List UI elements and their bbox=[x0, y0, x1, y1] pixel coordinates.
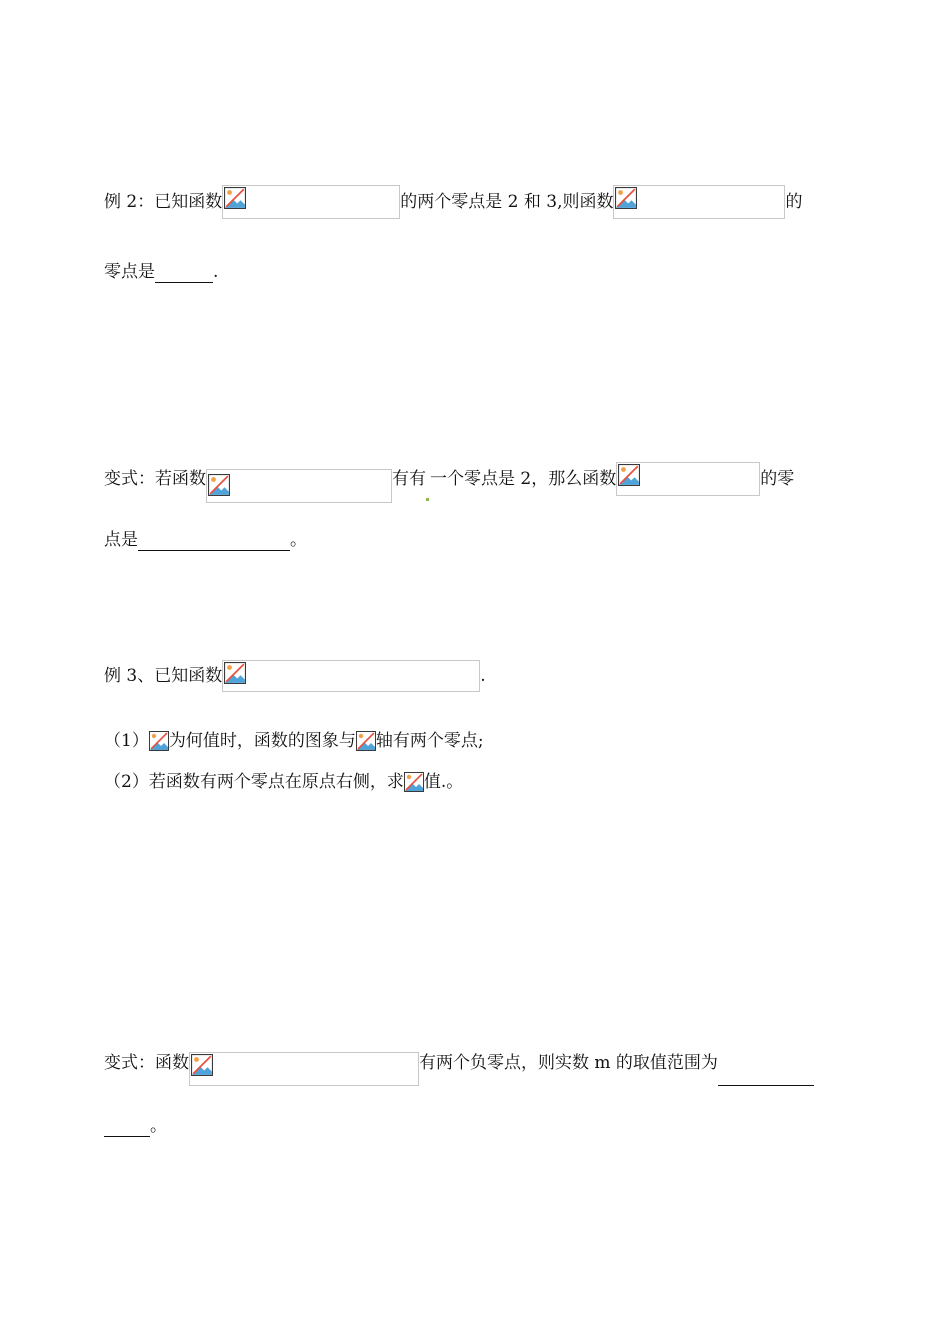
broken-image-icon bbox=[356, 731, 376, 751]
broken-image-icon bbox=[191, 1054, 213, 1076]
example-2-line-1 bbox=[104, 185, 802, 219]
variant-2-mid: 有两个负零点，则实数 m 的取值范围为 bbox=[419, 1053, 718, 1073]
broken-image-icon bbox=[208, 474, 230, 496]
broken-image-icon bbox=[618, 464, 640, 486]
formula-image-placeholder bbox=[189, 1052, 419, 1086]
line-end: 。 bbox=[150, 1115, 167, 1136]
question-1-text-a: 为何值时，函数的图象与 bbox=[168, 730, 356, 751]
answer-blank-continued bbox=[104, 1120, 150, 1137]
variant-1-line-1 bbox=[104, 455, 794, 503]
formula-image-placeholder bbox=[206, 469, 392, 503]
question-2-text-b: 值.。 bbox=[423, 771, 464, 792]
variant-1-suffix: 的零 bbox=[760, 469, 795, 489]
line-end: 。 bbox=[290, 529, 307, 550]
example-3-suffix: . bbox=[480, 666, 486, 686]
answer-blank bbox=[718, 1069, 814, 1086]
example-3-question-2 bbox=[104, 770, 463, 793]
variant-2-line-1 bbox=[104, 1040, 814, 1086]
broken-image-icon bbox=[224, 662, 246, 684]
broken-image-icon bbox=[224, 187, 246, 209]
question-number: （2） bbox=[104, 771, 149, 792]
broken-image-icon bbox=[149, 731, 169, 751]
example-3-question-1 bbox=[104, 729, 484, 752]
question-2-text-a: 若函数有两个零点在原点右侧，求 bbox=[148, 771, 404, 792]
marker-dot bbox=[426, 498, 429, 501]
example-2-line-2 bbox=[104, 260, 218, 283]
variant-1-mid-b: 一个零点是 2，那么函数 bbox=[430, 469, 617, 489]
broken-image-icon bbox=[615, 187, 637, 209]
variant-1-prefix: 变式：若函数 bbox=[104, 469, 206, 489]
variant-1-line-2 bbox=[104, 528, 307, 551]
formula-image-placeholder bbox=[613, 185, 785, 219]
example-2-prefix: 例 2：已知函数 bbox=[104, 192, 223, 212]
broken-image-icon bbox=[404, 772, 424, 792]
variant-2-prefix: 变式：函数 bbox=[104, 1053, 189, 1073]
example-3-prefix: 例 3、已知函数 bbox=[104, 666, 223, 686]
question-1-text-b: 轴有两个零点; bbox=[375, 730, 484, 751]
answer-label: 零点是 bbox=[104, 261, 155, 282]
formula-image-placeholder bbox=[222, 185, 400, 219]
example-3-line-1 bbox=[104, 660, 486, 692]
formula-image-placeholder bbox=[616, 462, 760, 496]
formula-image-placeholder bbox=[222, 660, 480, 692]
example-2-suffix: 的 bbox=[785, 192, 803, 212]
example-2-mid: 的两个零点是 2 和 3,则函数 bbox=[400, 192, 614, 212]
variant-1-mid-a: 有有 bbox=[392, 469, 426, 489]
answer-blank bbox=[138, 534, 290, 551]
variant-2-line-2 bbox=[104, 1114, 167, 1137]
question-number: （1） bbox=[104, 730, 149, 751]
line-end: . bbox=[213, 261, 219, 282]
answer-label: 点是 bbox=[104, 529, 138, 550]
answer-blank bbox=[155, 266, 213, 283]
